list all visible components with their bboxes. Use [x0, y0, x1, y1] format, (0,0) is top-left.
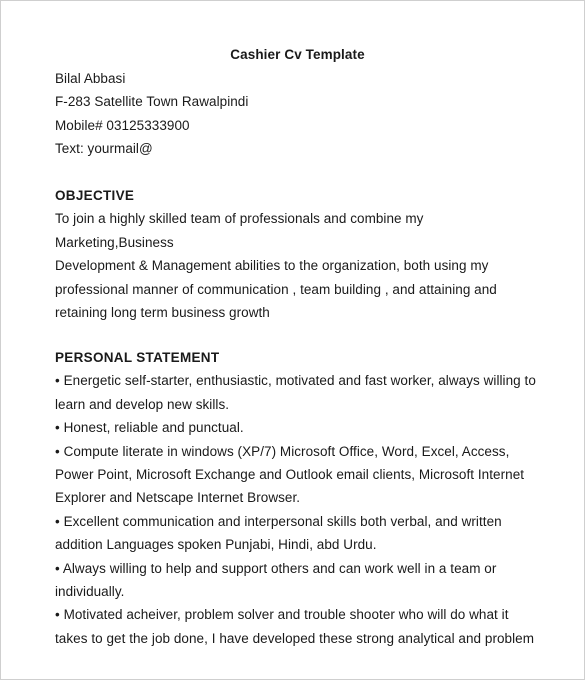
- personal-statement-line: • Compute literate in windows (XP/7) Microsoft Office, Word, Excel, Access,: [55, 443, 510, 459]
- objective-line: professional manner of communication , team building , and attaining and: [55, 281, 497, 297]
- personal-statement-line: individually.: [55, 584, 125, 600]
- objective-line: To join a highly skilled team of professionals and combine my: [55, 211, 424, 227]
- contact-section: [55, 67, 545, 161]
- contact-address: F-283 Satellite Town Rawalpindi: [55, 94, 249, 110]
- objective-line: retaining long term business growth: [55, 305, 270, 321]
- contact-mobile: Mobile# 03125333900: [55, 117, 190, 133]
- personal-statement-line: • Always willing to help and support others and can work well in a team or: [55, 560, 497, 576]
- personal-statement-heading: PERSONAL STATEMENT: [55, 350, 220, 365]
- personal-statement-line: learn and develop new skills.: [55, 396, 230, 412]
- contact-email: Text: yourmail@: [55, 141, 153, 157]
- personal-statement-line: Power Point, Microsoft Exchange and Outlook email clients, Microsoft Internet: [55, 467, 525, 483]
- document-title: Cashier Cv Template: [230, 47, 365, 62]
- personal-statement-line: Explorer and Netscape Internet Browser.: [55, 490, 301, 506]
- objective-line: Development & Management abilities to the organization, both using my: [55, 258, 489, 274]
- personal-statement-line: • Motivated acheiver, problem solver and trouble shooter who will do what it: [55, 607, 509, 623]
- objective-heading: OBJECTIVE: [55, 188, 135, 203]
- objective-line: Marketing,Business: [55, 234, 174, 250]
- personal-statement-line: • Energetic self-starter, enthusiastic, motivated and fast worker, always willing to: [55, 373, 536, 389]
- objective-section: [55, 184, 545, 324]
- personal-statement-line: takes to get the job done, I have developed these strong analytical and problem: [55, 630, 535, 646]
- personal-statement-line: • Honest, reliable and punctual.: [55, 420, 244, 436]
- personal-statement-line: • Excellent communication and interpersonal skills both verbal, and written: [55, 513, 502, 529]
- personal-statement-line: addition Languages spoken Punjabi, Hindi, abd Urdu.: [55, 537, 377, 553]
- contact-name: Bilal Abbasi: [55, 71, 126, 86]
- personal-statement-section: [55, 346, 545, 650]
